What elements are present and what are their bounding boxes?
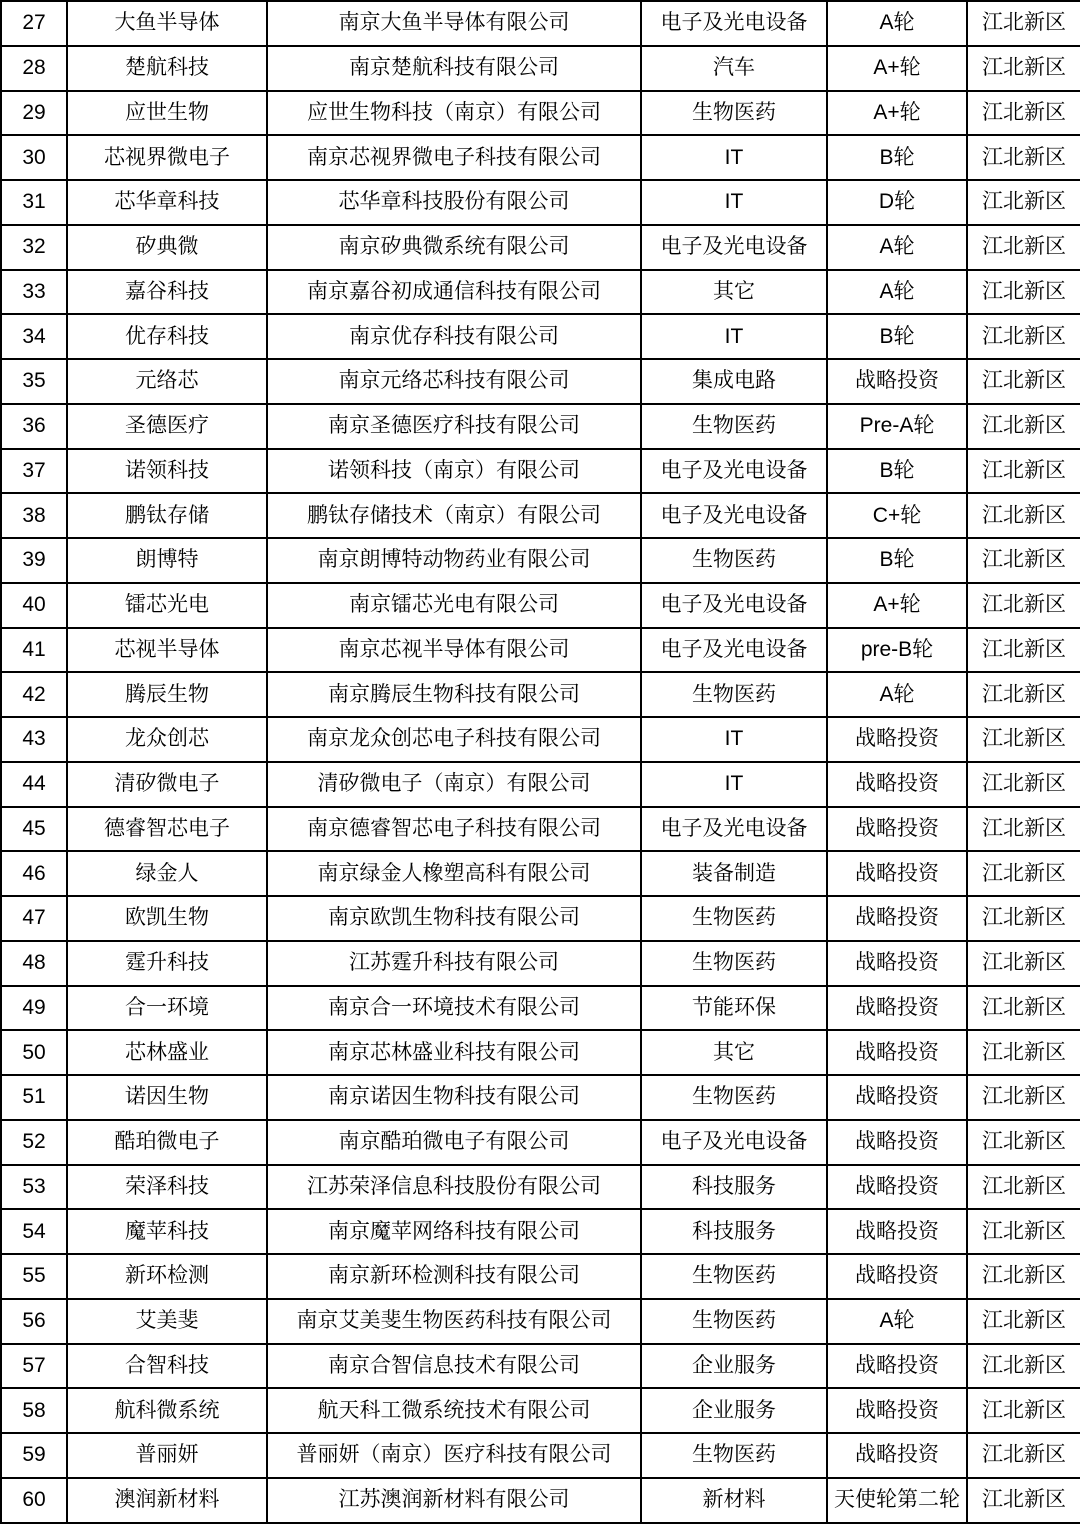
cell-industry: 生物医药 [641,1075,827,1120]
table-row [1,1209,1080,1254]
cell-industry: 电子及光电设备 [641,493,827,538]
cell-industry: 生物医药 [641,91,827,136]
cell-funding-round: A轮 [827,1299,967,1344]
cell-company-short-name: 龙众创芯 [67,717,267,762]
cell-company-full-name: 南京元络芯科技有限公司 [267,359,641,404]
cell-industry: 科技服务 [641,1209,827,1254]
cell-park-area: 江北新区 [967,1388,1080,1433]
cell-funding-round: 战略投资 [827,1388,967,1433]
cell-index: 47 [1,896,67,941]
table-row [1,628,1080,673]
cell-funding-round: 战略投资 [827,896,967,941]
table-row [1,270,1080,315]
cell-company-short-name: 嘉谷科技 [67,270,267,315]
table-row [1,1254,1080,1299]
cell-industry: 生物医药 [641,1254,827,1299]
cell-index: 46 [1,851,67,896]
cell-company-short-name: 楚航科技 [67,46,267,91]
table-row [1,896,1080,941]
cell-park-area: 江北新区 [967,1209,1080,1254]
cell-industry: 电子及光电设备 [641,225,827,270]
cell-company-short-name: 诺领科技 [67,449,267,494]
cell-index: 34 [1,314,67,359]
cell-park-area: 江北新区 [967,180,1080,225]
cell-park-area: 江北新区 [967,1433,1080,1478]
cell-company-full-name: 南京大鱼半导体有限公司 [267,1,641,46]
table-row [1,135,1080,180]
cell-funding-round: 战略投资 [827,1075,967,1120]
cell-park-area: 江北新区 [967,359,1080,404]
cell-park-area: 江北新区 [967,493,1080,538]
cell-funding-round: 战略投资 [827,807,967,852]
cell-index: 44 [1,762,67,807]
cell-industry: 电子及光电设备 [641,628,827,673]
table-row [1,538,1080,583]
cell-park-area: 江北新区 [967,538,1080,583]
cell-company-short-name: 芯视界微电子 [67,135,267,180]
table-row [1,717,1080,762]
cell-index: 37 [1,449,67,494]
cell-company-full-name: 应世生物科技（南京）有限公司 [267,91,641,136]
cell-company-full-name: 鹏钛存储技术（南京）有限公司 [267,493,641,538]
cell-company-short-name: 普丽妍 [67,1433,267,1478]
cell-park-area: 江北新区 [967,1344,1080,1389]
cell-industry: IT [641,717,827,762]
table-row [1,46,1080,91]
cell-park-area: 江北新区 [967,1165,1080,1210]
table-row [1,1299,1080,1344]
cell-company-full-name: 南京楚航科技有限公司 [267,46,641,91]
cell-index: 40 [1,583,67,628]
cell-index: 51 [1,1075,67,1120]
cell-company-full-name: 普丽妍（南京）医疗科技有限公司 [267,1433,641,1478]
cell-company-short-name: 欧凯生物 [67,896,267,941]
cell-index: 58 [1,1388,67,1433]
cell-funding-round: B轮 [827,314,967,359]
cell-funding-round: 战略投资 [827,1165,967,1210]
cell-company-short-name: 诺因生物 [67,1075,267,1120]
cell-index: 43 [1,717,67,762]
cell-company-full-name: 清矽微电子（南京）有限公司 [267,762,641,807]
cell-company-short-name: 镭芯光电 [67,583,267,628]
cell-index: 55 [1,1254,67,1299]
table-row [1,1,1080,46]
cell-company-short-name: 艾美斐 [67,1299,267,1344]
table-row [1,1388,1080,1433]
cell-park-area: 江北新区 [967,46,1080,91]
cell-industry: 电子及光电设备 [641,807,827,852]
cell-company-short-name: 优存科技 [67,314,267,359]
cell-index: 50 [1,1030,67,1075]
cell-park-area: 江北新区 [967,404,1080,449]
cell-company-full-name: 芯华章科技股份有限公司 [267,180,641,225]
cell-company-short-name: 朗博特 [67,538,267,583]
cell-funding-round: A轮 [827,225,967,270]
cell-company-full-name: 南京矽典微系统有限公司 [267,225,641,270]
cell-company-full-name: 南京芯视半导体有限公司 [267,628,641,673]
cell-company-short-name: 澳润新材料 [67,1478,267,1523]
table-row [1,583,1080,628]
cell-industry: 集成电路 [641,359,827,404]
cell-industry: IT [641,180,827,225]
cell-company-short-name: 荣泽科技 [67,1165,267,1210]
cell-company-short-name: 圣德医疗 [67,404,267,449]
cell-park-area: 江北新区 [967,1299,1080,1344]
cell-industry: 电子及光电设备 [641,449,827,494]
cell-company-short-name: 合一环境 [67,986,267,1031]
cell-funding-round: 战略投资 [827,359,967,404]
cell-funding-round: 战略投资 [827,1344,967,1389]
table-row [1,1075,1080,1120]
cell-index: 48 [1,941,67,986]
cell-company-full-name: 南京诺因生物科技有限公司 [267,1075,641,1120]
cell-company-short-name: 大鱼半导体 [67,1,267,46]
cell-funding-round: 战略投资 [827,1209,967,1254]
cell-funding-round: 战略投资 [827,941,967,986]
cell-funding-round: Pre-A轮 [827,404,967,449]
cell-company-short-name: 矽典微 [67,225,267,270]
cell-company-short-name: 芯林盛业 [67,1030,267,1075]
cell-index: 39 [1,538,67,583]
cell-index: 45 [1,807,67,852]
cell-company-short-name: 酷珀微电子 [67,1120,267,1165]
table-row [1,672,1080,717]
cell-industry: 企业服务 [641,1388,827,1433]
cell-industry: 科技服务 [641,1165,827,1210]
cell-funding-round: A轮 [827,270,967,315]
cell-industry: IT [641,762,827,807]
cell-company-short-name: 元络芯 [67,359,267,404]
table-row [1,225,1080,270]
cell-company-full-name: 南京新环检测科技有限公司 [267,1254,641,1299]
cell-company-full-name: 航天科工微系统技术有限公司 [267,1388,641,1433]
cell-company-short-name: 魔苹科技 [67,1209,267,1254]
cell-company-full-name: 南京德睿智芯电子科技有限公司 [267,807,641,852]
cell-company-short-name: 腾辰生物 [67,672,267,717]
table-row [1,807,1080,852]
cell-park-area: 江北新区 [967,762,1080,807]
cell-company-short-name: 绿金人 [67,851,267,896]
table-row [1,1344,1080,1389]
cell-funding-round: A轮 [827,1,967,46]
cell-company-full-name: 南京合一环境技术有限公司 [267,986,641,1031]
cell-company-short-name: 清矽微电子 [67,762,267,807]
cell-park-area: 江北新区 [967,270,1080,315]
cell-company-short-name: 芯华章科技 [67,180,267,225]
cell-funding-round: 战略投资 [827,1030,967,1075]
cell-company-full-name: 南京芯视界微电子科技有限公司 [267,135,641,180]
cell-industry: 电子及光电设备 [641,583,827,628]
cell-industry: 汽车 [641,46,827,91]
cell-funding-round: pre-B轮 [827,628,967,673]
cell-company-full-name: 江苏霆升科技有限公司 [267,941,641,986]
table-row [1,1478,1080,1523]
cell-index: 32 [1,225,67,270]
cell-index: 30 [1,135,67,180]
cell-industry: 生物医药 [641,1299,827,1344]
cell-company-short-name: 新环检测 [67,1254,267,1299]
cell-company-full-name: 南京腾辰生物科技有限公司 [267,672,641,717]
cell-industry: IT [641,135,827,180]
table-row [1,986,1080,1031]
cell-company-full-name: 南京镭芯光电有限公司 [267,583,641,628]
cell-index: 29 [1,91,67,136]
cell-company-full-name: 南京酷珀微电子有限公司 [267,1120,641,1165]
cell-industry: 生物医药 [641,896,827,941]
table-row [1,493,1080,538]
table-row [1,1165,1080,1210]
cell-industry: 装备制造 [641,851,827,896]
cell-funding-round: 战略投资 [827,1120,967,1165]
cell-industry: 生物医药 [641,941,827,986]
cell-industry: 电子及光电设备 [641,1120,827,1165]
table-row [1,91,1080,136]
cell-company-full-name: 南京欧凯生物科技有限公司 [267,896,641,941]
cell-company-full-name: 江苏澳润新材料有限公司 [267,1478,641,1523]
cell-industry: 生物医药 [641,538,827,583]
cell-park-area: 江北新区 [967,807,1080,852]
cell-index: 28 [1,46,67,91]
cell-industry: 生物医药 [641,672,827,717]
table-row [1,449,1080,494]
cell-index: 56 [1,1299,67,1344]
cell-index: 42 [1,672,67,717]
cell-industry: 生物医药 [641,1433,827,1478]
cell-funding-round: 战略投资 [827,851,967,896]
cell-index: 33 [1,270,67,315]
cell-funding-round: A轮 [827,672,967,717]
cell-funding-round: B轮 [827,449,967,494]
table-row [1,404,1080,449]
cell-funding-round: 战略投资 [827,986,967,1031]
cell-company-short-name: 霆升科技 [67,941,267,986]
cell-park-area: 江北新区 [967,314,1080,359]
table-row [1,1120,1080,1165]
cell-index: 60 [1,1478,67,1523]
table-row [1,851,1080,896]
cell-funding-round: B轮 [827,135,967,180]
cell-park-area: 江北新区 [967,1120,1080,1165]
cell-index: 52 [1,1120,67,1165]
cell-index: 53 [1,1165,67,1210]
cell-park-area: 江北新区 [967,583,1080,628]
cell-industry: 企业服务 [641,1344,827,1389]
cell-company-short-name: 德睿智芯电子 [67,807,267,852]
cell-park-area: 江北新区 [967,1478,1080,1523]
cell-company-full-name: 江苏荣泽信息科技股份有限公司 [267,1165,641,1210]
cell-industry: 其它 [641,270,827,315]
cell-park-area: 江北新区 [967,135,1080,180]
cell-company-short-name: 合智科技 [67,1344,267,1389]
cell-company-short-name: 芯视半导体 [67,628,267,673]
cell-industry: 其它 [641,1030,827,1075]
cell-company-full-name: 南京芯林盛业科技有限公司 [267,1030,641,1075]
cell-company-full-name: 南京圣德医疗科技有限公司 [267,404,641,449]
cell-index: 41 [1,628,67,673]
cell-index: 59 [1,1433,67,1478]
table-row [1,941,1080,986]
cell-industry: IT [641,314,827,359]
cell-funding-round: A+轮 [827,46,967,91]
cell-company-full-name: 南京嘉谷初成通信科技有限公司 [267,270,641,315]
cell-park-area: 江北新区 [967,225,1080,270]
cell-industry: 生物医药 [641,404,827,449]
cell-index: 38 [1,493,67,538]
cell-park-area: 江北新区 [967,986,1080,1031]
cell-company-full-name: 南京艾美斐生物医药科技有限公司 [267,1299,641,1344]
cell-company-short-name: 航科微系统 [67,1388,267,1433]
cell-index: 57 [1,1344,67,1389]
table-row [1,1433,1080,1478]
cell-funding-round: 战略投资 [827,1433,967,1478]
cell-company-full-name: 南京合智信息技术有限公司 [267,1344,641,1389]
cell-park-area: 江北新区 [967,672,1080,717]
cell-funding-round: D轮 [827,180,967,225]
cell-funding-round: 天使轮第二轮 [827,1478,967,1523]
table-row [1,359,1080,404]
cell-company-short-name: 鹏钛存储 [67,493,267,538]
cell-funding-round: B轮 [827,538,967,583]
cell-index: 54 [1,1209,67,1254]
cell-index: 36 [1,404,67,449]
cell-company-short-name: 应世生物 [67,91,267,136]
table-body [1,1,1080,1523]
cell-park-area: 江北新区 [967,717,1080,762]
cell-index: 31 [1,180,67,225]
cell-park-area: 江北新区 [967,91,1080,136]
cell-park-area: 江北新区 [967,851,1080,896]
cell-funding-round: C+轮 [827,493,967,538]
cell-park-area: 江北新区 [967,1075,1080,1120]
cell-index: 49 [1,986,67,1031]
cell-industry: 新材料 [641,1478,827,1523]
cell-index: 35 [1,359,67,404]
cell-funding-round: A+轮 [827,583,967,628]
cell-company-full-name: 诺领科技（南京）有限公司 [267,449,641,494]
cell-funding-round: A+轮 [827,91,967,136]
table-row [1,314,1080,359]
cell-park-area: 江北新区 [967,896,1080,941]
cell-company-full-name: 南京魔苹网络科技有限公司 [267,1209,641,1254]
cell-industry: 电子及光电设备 [641,1,827,46]
cell-park-area: 江北新区 [967,628,1080,673]
cell-park-area: 江北新区 [967,1,1080,46]
cell-funding-round: 战略投资 [827,1254,967,1299]
cell-park-area: 江北新区 [967,1254,1080,1299]
cell-park-area: 江北新区 [967,449,1080,494]
table-row [1,180,1080,225]
cell-park-area: 江北新区 [967,941,1080,986]
cell-company-full-name: 南京龙众创芯电子科技有限公司 [267,717,641,762]
cell-company-full-name: 南京朗博特动物药业有限公司 [267,538,641,583]
cell-index: 27 [1,1,67,46]
cell-industry: 节能环保 [641,986,827,1031]
cell-funding-round: 战略投资 [827,717,967,762]
table-row [1,762,1080,807]
table-row [1,1030,1080,1075]
cell-company-full-name: 南京绿金人橡塑高科有限公司 [267,851,641,896]
cell-funding-round: 战略投资 [827,762,967,807]
cell-company-full-name: 南京优存科技有限公司 [267,314,641,359]
cell-park-area: 江北新区 [967,1030,1080,1075]
